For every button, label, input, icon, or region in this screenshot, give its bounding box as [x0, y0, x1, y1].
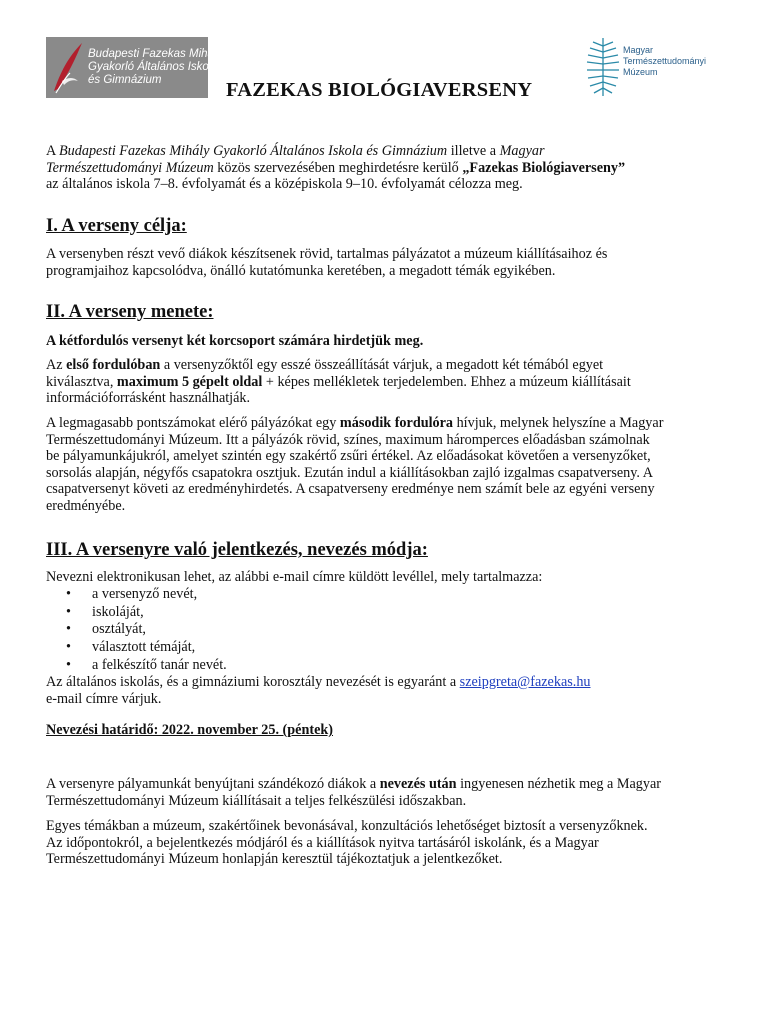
- quill-icon: [46, 37, 86, 98]
- museum-logo: [585, 36, 715, 98]
- museum-logo-line: Magyar: [623, 45, 654, 55]
- closing-paragraph-2: Egyes témákban a múzeum, szakértőinek bevonásával, konzultációs lehetőséget biztosít a versenyzőknek. Az időpontokról, a bejelentkezés módjáról és a kiállítások nyitva tartásáról iskolánk, és a Magyar Természettudományi Múzeum honlapján keresztül tájékoztatjuk a jelentkezőket.: [46, 818, 648, 867]
- section-2-paragraph-2: A legmagasabb pontszámokat elérő pályázókat egy második fordulóra hívjuk, melynek helyszíne a Magyar Természettudományi Múzeum. Itt a pályázók rövid, színes, maximum háromperces előadásban számolnak be pályamunkájukról, amelyet szintén egy szakértő zsűri értékel. Az előadásokat követően a versenyzőket, sorsolás alapján, négyfős csapatokra osztjuk. Ezután indul a kiállításokban zajló izgalmas csapatverseny. A csapatversenyt követi az eredményhirdetés. A csapatverseny eredménye nem számít bele az egyéni verseny eredményébe.: [46, 415, 664, 514]
- requirements-list: [66, 586, 227, 675]
- section-1-paragraph: A versenyben részt vevő diákok készítsenek rövid, tartalmas pályázatot a múzeum kiállításaihoz és programjaihoz kapcsolódva, önálló kutatómunka keretében, a megadott témák egyikében.: [46, 246, 608, 279]
- school-logo-line: Gyakorló Általános Iskola: [88, 61, 218, 73]
- list-item: • a versenyző nevét,: [66, 586, 198, 602]
- museum-logo-line: Természettudományi: [623, 56, 707, 66]
- section-2-paragraph-1: Az első fordulóban a versenyzőktől egy esszé összeállítását várjuk, a megadott két témából egyet kiválasztva, maximum 5 gépelt oldal + képes mellékletek terjedelemben. Ehhez a múzeum kiállításait információforrásként használhatják.: [46, 357, 631, 406]
- school-logo-line: Budapesti Fazekas Mihály: [88, 48, 223, 60]
- list-item: • választott témáját,: [66, 639, 196, 656]
- deadline-text: Nevezési határidő: 2022. november 25. (péntek): [46, 722, 333, 738]
- list-item: • a felkészítő tanár nevét.: [66, 656, 227, 673]
- museum-logo-text: [623, 45, 706, 78]
- section-1-heading: I. A verseny célja:: [46, 216, 187, 236]
- list-item: • osztályát,: [66, 621, 146, 638]
- school-logo-text: [86, 48, 222, 87]
- museum-tree-icon: [585, 36, 621, 98]
- school-logo: [46, 37, 223, 98]
- section-2-heading: II. A verseny menete:: [46, 302, 214, 322]
- document-title: FAZEKAS BIOLÓGIAVERSENY: [226, 79, 533, 101]
- email-paragraph: Az általános iskolás, és a gimnáziumi korosztály nevezését is egyaránt a szeipgreta@fazekas.hu e-mail címre várjuk.: [46, 674, 591, 707]
- museum-logo-line: Múzeum: [623, 67, 658, 77]
- section-3-lead: Nevezni elektronikusan lehet, az alábbi e-mail címre küldött levéllel, mely tartalmazza:: [46, 569, 543, 585]
- school-logo-line: és Gimnázium: [88, 74, 162, 86]
- email-link[interactable]: szeipgreta@fazekas.hu: [459, 674, 591, 690]
- intro-paragraph: A Budapesti Fazekas Mihály Gyakorló Általános Iskola és Gimnázium illetve a Magyar Természettudományi Múzeum közös szervezésében meghirdetésre kerülő „Fazekas Biológiaverseny” az általános iskola 7–8. évfolyamát és a középiskola 9–10. évfolyamát célozza meg.: [46, 143, 626, 192]
- list-item: • iskoláját,: [66, 603, 144, 620]
- section-2-lead: A kétfordulós versenyt két korcsoport számára hirdetjük meg.: [46, 333, 424, 349]
- closing-paragraph-1: A versenyre pályamunkát benyújtani szándékozó diákok a nevezés után ingyenesen nézhetik meg a Magyar Természettudományi Múzeum kiállításait a teljes felkészülési időszakban.: [46, 776, 662, 809]
- section-3-heading: III. A versenyre való jelentkezés, nevezés módja:: [46, 540, 428, 560]
